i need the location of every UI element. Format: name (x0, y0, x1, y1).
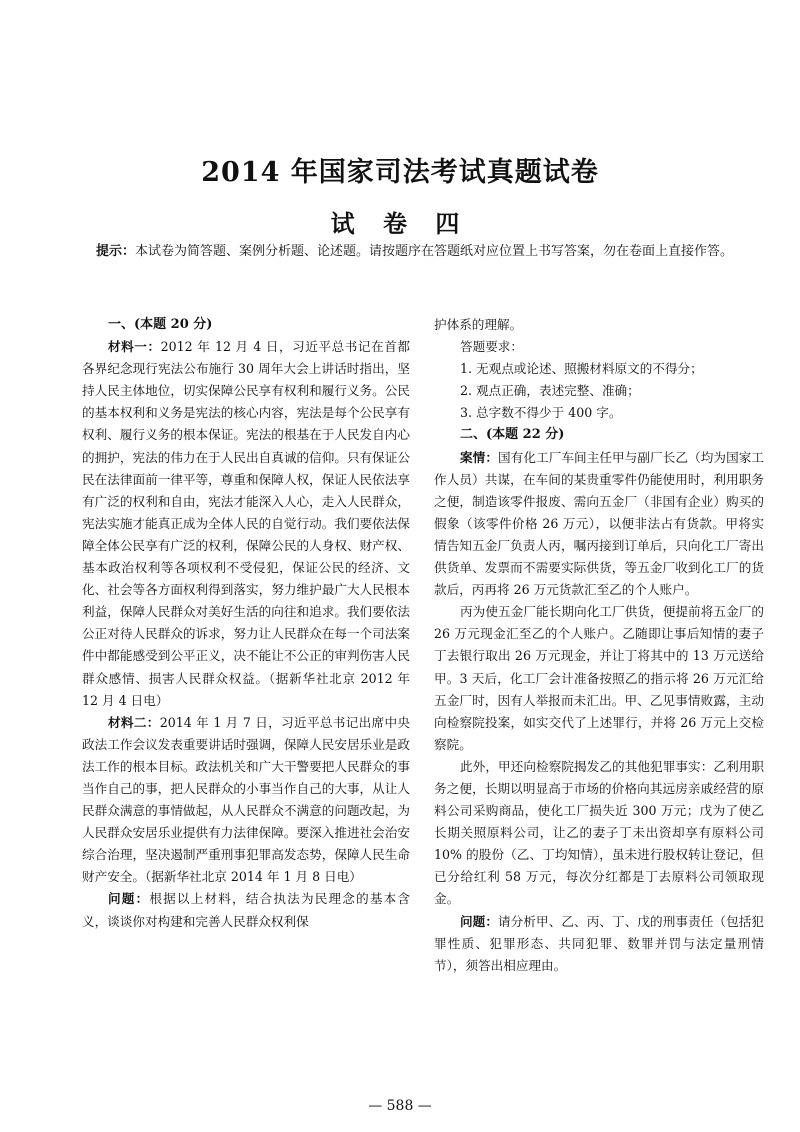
exam-title: 2014 年国家司法考试真题试卷 (201, 157, 599, 188)
material-1 (82, 336, 410, 712)
question-2-text: 请分析甲、乙、丙、丁、戊的刑事责任（包括犯罪性质、犯罪形态、共同犯罪、数罪并罚与法定量刑情节），须答出相应理由。 (434, 913, 765, 973)
material-2-text: 2014 年 1 月 7 日，习近平总书记出席中央政法工作会议发表重要讲话时强调，保障人民安居乐业是政法工作的根本目标。政法机关和广大干警要把人民群众的事当作自己的事，把人民群众的小事当作自己的大事，从让人民群众满意的事情做起，从人民群众不满意的问题改起，为人民群众安居乐业提供有力法律保障。要深入推进社会治安综合治理，坚决遏制严重刑事犯罪高发态势，保障人民生命财产安全。（据新华社北京 2014 年 1 月 8 日电） (82, 714, 410, 885)
question-1-prompt (82, 888, 410, 932)
requirements-label: 答题要求： (460, 339, 523, 355)
paper-subtitle: 试 卷 四 (330, 209, 470, 238)
case-text: 国有化工厂车间主任甲与副厂长乙（均为国家工作人员）共谋，在车间的某贵重零件仍能使用时，利用职务之便，制造该零件报废、需向五金厂（非国有企业）购买的假象（该零件价格 26 万元），以便非法占有货款。甲将实情告知五金厂负责人丙，嘱丙接到订单后，只向化工厂寄出供货单、发票而不需要实际供货，等五金厂收到化工厂的货款后，丙再将 26 万元货款汇至乙的个人账户。 (434, 449, 765, 598)
left-column (82, 314, 410, 933)
case-paragraph-3: 此外，甲还向检察院揭发乙的其他犯罪事实：乙利用职务之便，长期以明显高于市场的价格向其远房亲戚经营的原料公司采购商品，使化工厂损失近 300 万元；戊为了使乙长期关照原料公司，让乙的妻子丁未出资却享有原料公司 10% 的股份（乙、丁均知情），虽未进行股权转让登记，但已分给红利 58 万元，每次分红都是丁去原料公司领取现金。 (434, 758, 764, 907)
right-column (434, 314, 764, 977)
material-2-label: 材料二： (108, 714, 160, 730)
requirement-item: 1. 无观点或论述、照搬材料原文的不得分； (460, 361, 703, 377)
requirement-item: 2. 观点正确，表述完整、准确； (460, 383, 640, 399)
material-2 (82, 712, 410, 889)
instructions (70, 241, 738, 263)
case-facts (434, 447, 764, 602)
material-1-text: 2012 年 12 月 4 日，习近平总书记在首都各界纪念现行宪法公布施行 30 周年大会上讲话时指出，坚持人民主体地位，切实保障公民享有权利和履行义务。公民的基本权利和义务是宪法的核心内容，宪法是每个公民享有权利、履行义务的根本保证。宪法的根基在于人民发自内心的拥护，宪法的伟力在于人民出自真诚的信仰。只有保证公民在法律面前一律平等，尊重和保障人权，保证人民依法享有广泛的权利和自由，宪法才能深入人心，走入人民群众，宪法实施才能真正成为全体人民的自觉行动。我们要依法保障全体公民享有广泛的权利，保障公民的人身权、财产权、基本政治权利等各项权利不受侵犯，保证公民的经济、文化、社会等各方面权利得到落实，努力维护最广大人民根本利益，保障人民群众对美好生活的向往和追求。我们要依法公正对待人民群众的诉求，努力让人民群众在每一个司法案件中都能感受到公平正义，决不能让不公正的审判伤害人民群众感情、损害人民群众权益。（据新华社北京 2012 年 12 月 4 日电） (82, 339, 410, 708)
instructions-label: 提示： (96, 244, 136, 259)
question-1-continuation: 护体系的理解。 (434, 317, 523, 332)
question-2-label: 问题： (460, 913, 499, 929)
case-label: 案情： (460, 449, 499, 465)
requirement-item: 3. 总字数不得少于 400 字。 (460, 405, 622, 421)
question-1-heading: 一、(本题 20 分) (108, 317, 213, 332)
page-number: — 588 — (368, 1098, 432, 1114)
question-2-heading: 二、(本题 22 分) (460, 427, 565, 443)
question-1-text: 根据以上材料，结合执法为民理念的基本含义，谈谈你对构建和完善人民群众权利保 (82, 891, 410, 929)
material-1-label: 材料一： (108, 339, 161, 355)
instructions-text: 本试卷为简答题、案例分析题、论述题。请按题序在答题纸对应位置上书写答案，勿在卷面上直接作答。 (135, 244, 734, 259)
question-1-label: 问题： (108, 891, 150, 907)
question-2-prompt (434, 911, 764, 977)
case-paragraph-2: 丙为使五金厂能长期向化工厂供货，便提前将五金厂的 26 万元现金汇至乙的个人账户。乙随即让事后知情的妻子丁去银行取出 26 万元现金，并让丁将其中的 13 万元送给甲。3 天后，化工厂会计准备按照乙的指示将 26 万元汇给五金厂时，因有人举报而未汇出。甲、乙见事情败露，主动向检察院投案，如实交代了上述罪行，并将 26 万元上交检察院。 (434, 604, 764, 752)
